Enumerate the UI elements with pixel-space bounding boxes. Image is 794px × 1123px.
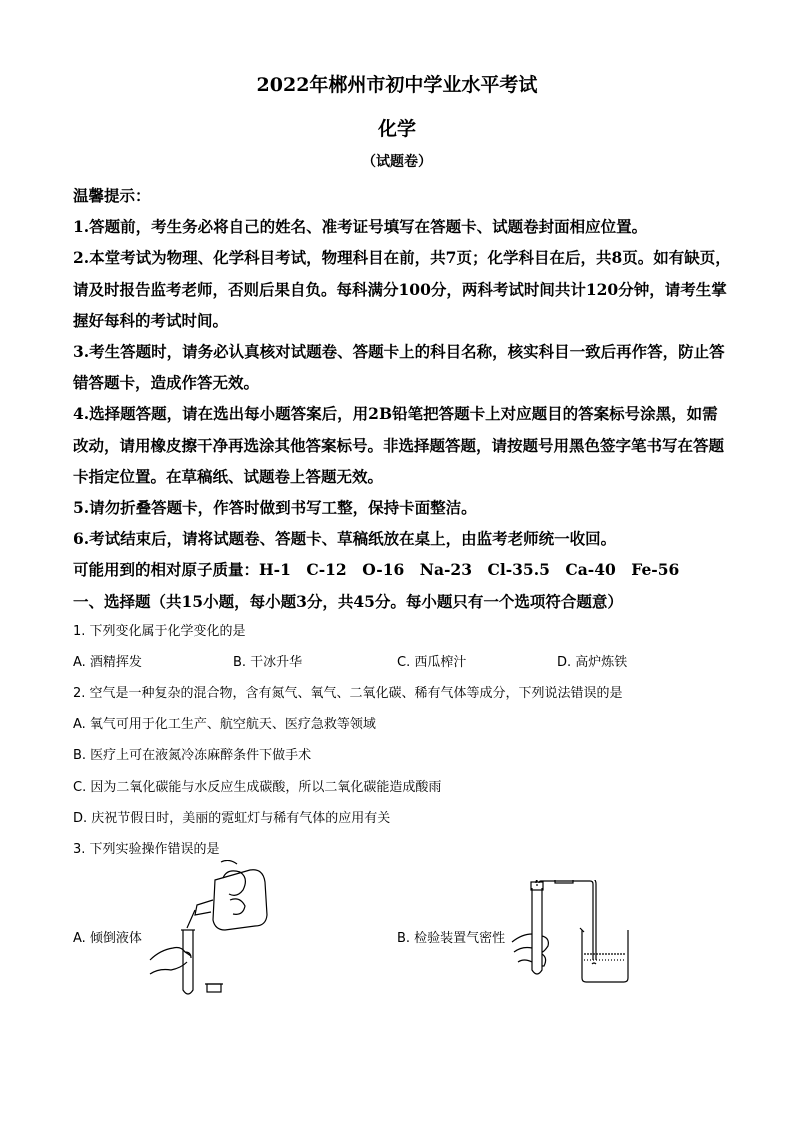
- q1-option-b: B. 干冰升华: [233, 655, 303, 670]
- q1-option-d: D. 高炉炼铁: [557, 655, 628, 670]
- question-1-stem: 1. 下列变化属于化学变化的是: [73, 624, 246, 639]
- instructions: [73, 180, 733, 617]
- tip-4: 4.选择题答题，请在选出每小题答案后，用2B铅笔把答题卡上对应题目的答案标号涂黑，如需改动，请用橡皮擦干净再选涂其他答案标号。非选择题答题，请按题号用黑色签字笔书写在答题卡指定位置。在草稿纸、试题卷上答题无效。: [73, 404, 725, 486]
- question-3-stem: 3. 下列实验操作错误的是: [73, 842, 220, 857]
- exam-title: 2022年郴州市初中学业水平考试: [256, 74, 538, 96]
- subject-title: 化学: [377, 118, 416, 140]
- question-2-stem: 2. 空气是一种复杂的混合物，含有氮气、氧气、二氧化碳、稀有气体等成分，下列说法错误的是: [73, 686, 623, 701]
- tip-2: 2.本堂考试为物理、化学科目考试，物理科目在前，共7页；化学科目在后，共8页。如有缺页，请及时报告监考老师，否则后果自负。每科满分100分，两科考试时间共计120分钟，请考生掌握好每科的考试时间。: [73, 248, 731, 330]
- q3-option-a: A. 倾倒液体: [73, 931, 142, 946]
- tip-3: 3.考生答题时，请务必认真核对试题卷、答题卡上的科目名称，核实科目一致后再作答，防止答错答题卡，造成作答无效。: [73, 342, 725, 393]
- tip-5: 5.请勿折叠答题卡，作答时做到书写工整，保持卡面整洁。: [73, 498, 477, 518]
- q2-option-b: B. 医疗上可在液氮冷冻麻醉条件下做手术: [73, 748, 312, 763]
- airtightness-check-figure: [510, 880, 640, 990]
- q2-option-d: D. 庆祝节假日时，美丽的霓虹灯与稀有气体的应用有关: [73, 811, 391, 826]
- q1-option-a: A. 酒精挥发: [73, 655, 142, 670]
- pouring-liquid-figure: [145, 860, 270, 1005]
- q1-option-c: C. 西瓜榨汁: [397, 655, 467, 670]
- section-heading: 一、选择题（共15小题，每小题3分，共45分。每小题只有一个选项符合题意）: [73, 591, 623, 611]
- atomic-masses: 可能用到的相对原子质量：H-1 C-12 O-16 Na-23 Cl-35.5 Ca-40 Fe-56: [73, 560, 680, 580]
- q3-option-b: B. 检验装置气密性: [397, 931, 506, 946]
- q2-option-c: C. 因为二氧化碳能与水反应生成碳酸，所以二氧化碳能造成酸雨: [73, 780, 442, 795]
- tip-6: 6.考试结束后，请将试题卷、答题卡、草稿纸放在桌上，由监考老师统一收回。: [73, 529, 617, 549]
- tips-heading: 温馨提示：: [73, 186, 151, 205]
- paper-label: （试题卷）: [362, 154, 432, 170]
- tip-1: 1.答题前，考生务必将自己的姓名、准考证号填写在答题卡、试题卷封面相应位置。: [73, 217, 648, 237]
- q2-option-a: A. 氧气可用于化工生产、航空航天、医疗急救等领域: [73, 717, 376, 732]
